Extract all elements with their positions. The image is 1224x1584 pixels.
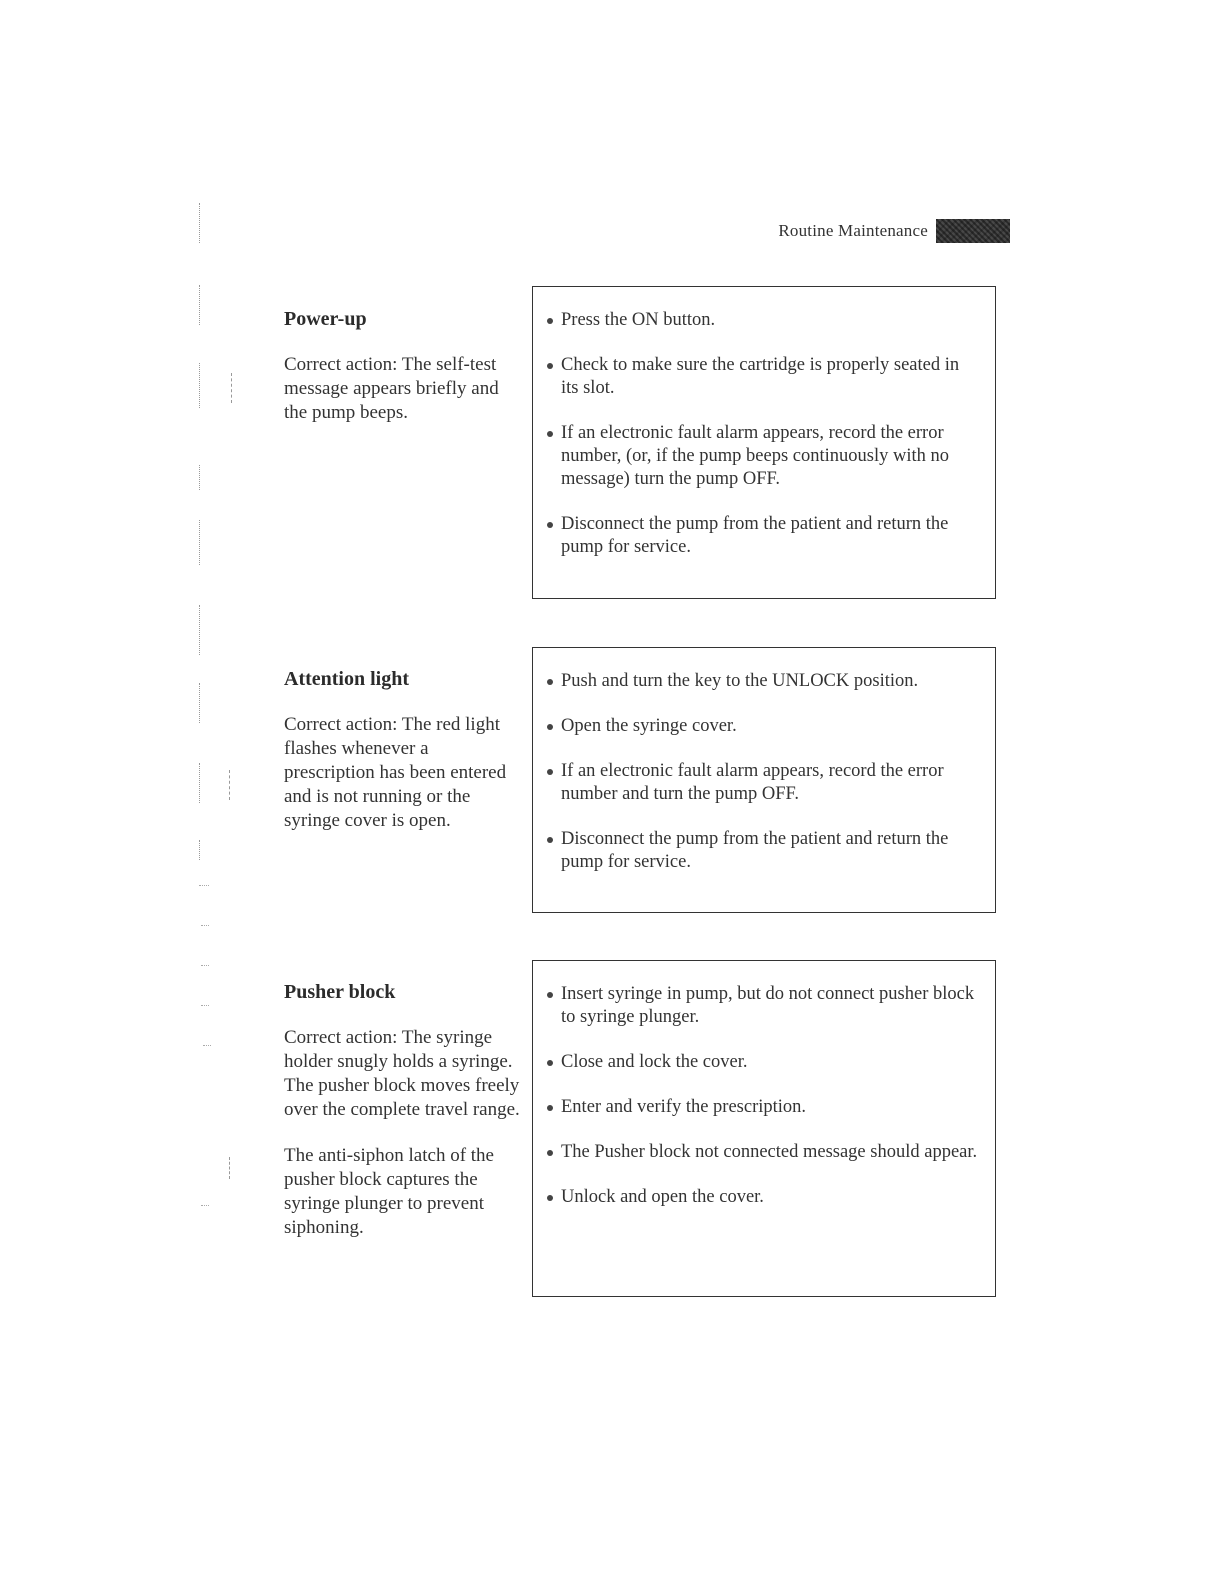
step-text: Disconnect the pump from the patient and return the pump for service.	[561, 514, 949, 557]
bullet-icon	[547, 1060, 553, 1066]
page-header	[700, 216, 1010, 246]
steps-box	[532, 286, 996, 599]
steps-box	[532, 647, 996, 913]
description-paragraph: Correct action: The self-test message appears briefly and the pump beeps.	[284, 354, 499, 423]
description-paragraph: The anti-siphon latch of the pusher block captures the syringe plunger to prevent siphoning.	[284, 1145, 494, 1238]
step-text: Unlock and open the cover.	[561, 1187, 764, 1207]
step-item	[547, 983, 979, 1029]
bullet-icon	[547, 1150, 553, 1156]
step-text: Press the ON button.	[561, 310, 716, 330]
step-item	[547, 715, 979, 738]
step-item	[547, 513, 979, 559]
bullet-icon	[547, 769, 553, 775]
steps-list	[547, 309, 979, 559]
step-text: If an electronic fault alarm appears, record the error number, (or, if the pump beeps continuously with no message) turn the pump OFF.	[561, 423, 949, 489]
header-tab-block	[936, 219, 1010, 243]
step-item	[547, 309, 979, 332]
step-text: Enter and verify the prescription.	[561, 1097, 807, 1117]
step-text: If an electronic fault alarm appears, record the error number and turn the pump OFF.	[561, 761, 944, 804]
description-paragraph: Correct action: The red light flashes whenever a prescription has been entered and is not running or the syringe cover is open.	[284, 714, 507, 831]
step-item	[547, 1096, 979, 1119]
step-text: Open the syringe cover.	[561, 716, 737, 736]
step-text: Check to make sure the cartridge is properly seated in its slot.	[561, 355, 960, 398]
section-title: Power-up	[284, 308, 367, 330]
step-item	[547, 760, 979, 806]
bullet-icon	[547, 992, 553, 998]
step-text: Close and lock the cover.	[561, 1052, 748, 1072]
steps-list	[547, 670, 979, 874]
header-title: Routine Maintenance	[778, 221, 928, 240]
step-item	[547, 354, 979, 400]
bullet-icon	[547, 522, 553, 528]
binding-marks	[195, 195, 255, 1245]
section-description	[284, 713, 524, 833]
step-text: Insert syringe in pump, but do not connect pusher block to syringe plunger.	[561, 984, 975, 1027]
step-item	[547, 1051, 979, 1074]
section-title: Pusher block	[284, 981, 396, 1003]
section-description-column	[284, 308, 524, 447]
bullet-icon	[547, 724, 553, 730]
section-description-column	[284, 981, 524, 1262]
step-item	[547, 1141, 979, 1164]
step-item	[547, 828, 979, 874]
bullet-icon	[547, 431, 553, 437]
steps-list	[547, 983, 979, 1209]
bullet-icon	[547, 1105, 553, 1111]
bullet-icon	[547, 1195, 553, 1201]
bullet-icon	[547, 363, 553, 369]
section-description	[284, 1026, 524, 1240]
section-title: Attention light	[284, 668, 409, 690]
bullet-icon	[547, 679, 553, 685]
step-item	[547, 1186, 979, 1209]
bullet-icon	[547, 318, 553, 324]
description-paragraph: Correct action: The syringe holder snugly holds a syringe. The pusher block moves freely over the complete travel range.	[284, 1027, 520, 1120]
step-text: The Pusher block not connected message should appear.	[561, 1142, 978, 1162]
section-description-column	[284, 668, 524, 855]
step-text: Disconnect the pump from the patient and return the pump for service.	[561, 829, 949, 872]
section-description	[284, 353, 524, 425]
step-item	[547, 422, 979, 491]
step-item	[547, 670, 979, 693]
bullet-icon	[547, 837, 553, 843]
step-text: Push and turn the key to the UNLOCK position.	[561, 671, 919, 691]
steps-box	[532, 960, 996, 1297]
